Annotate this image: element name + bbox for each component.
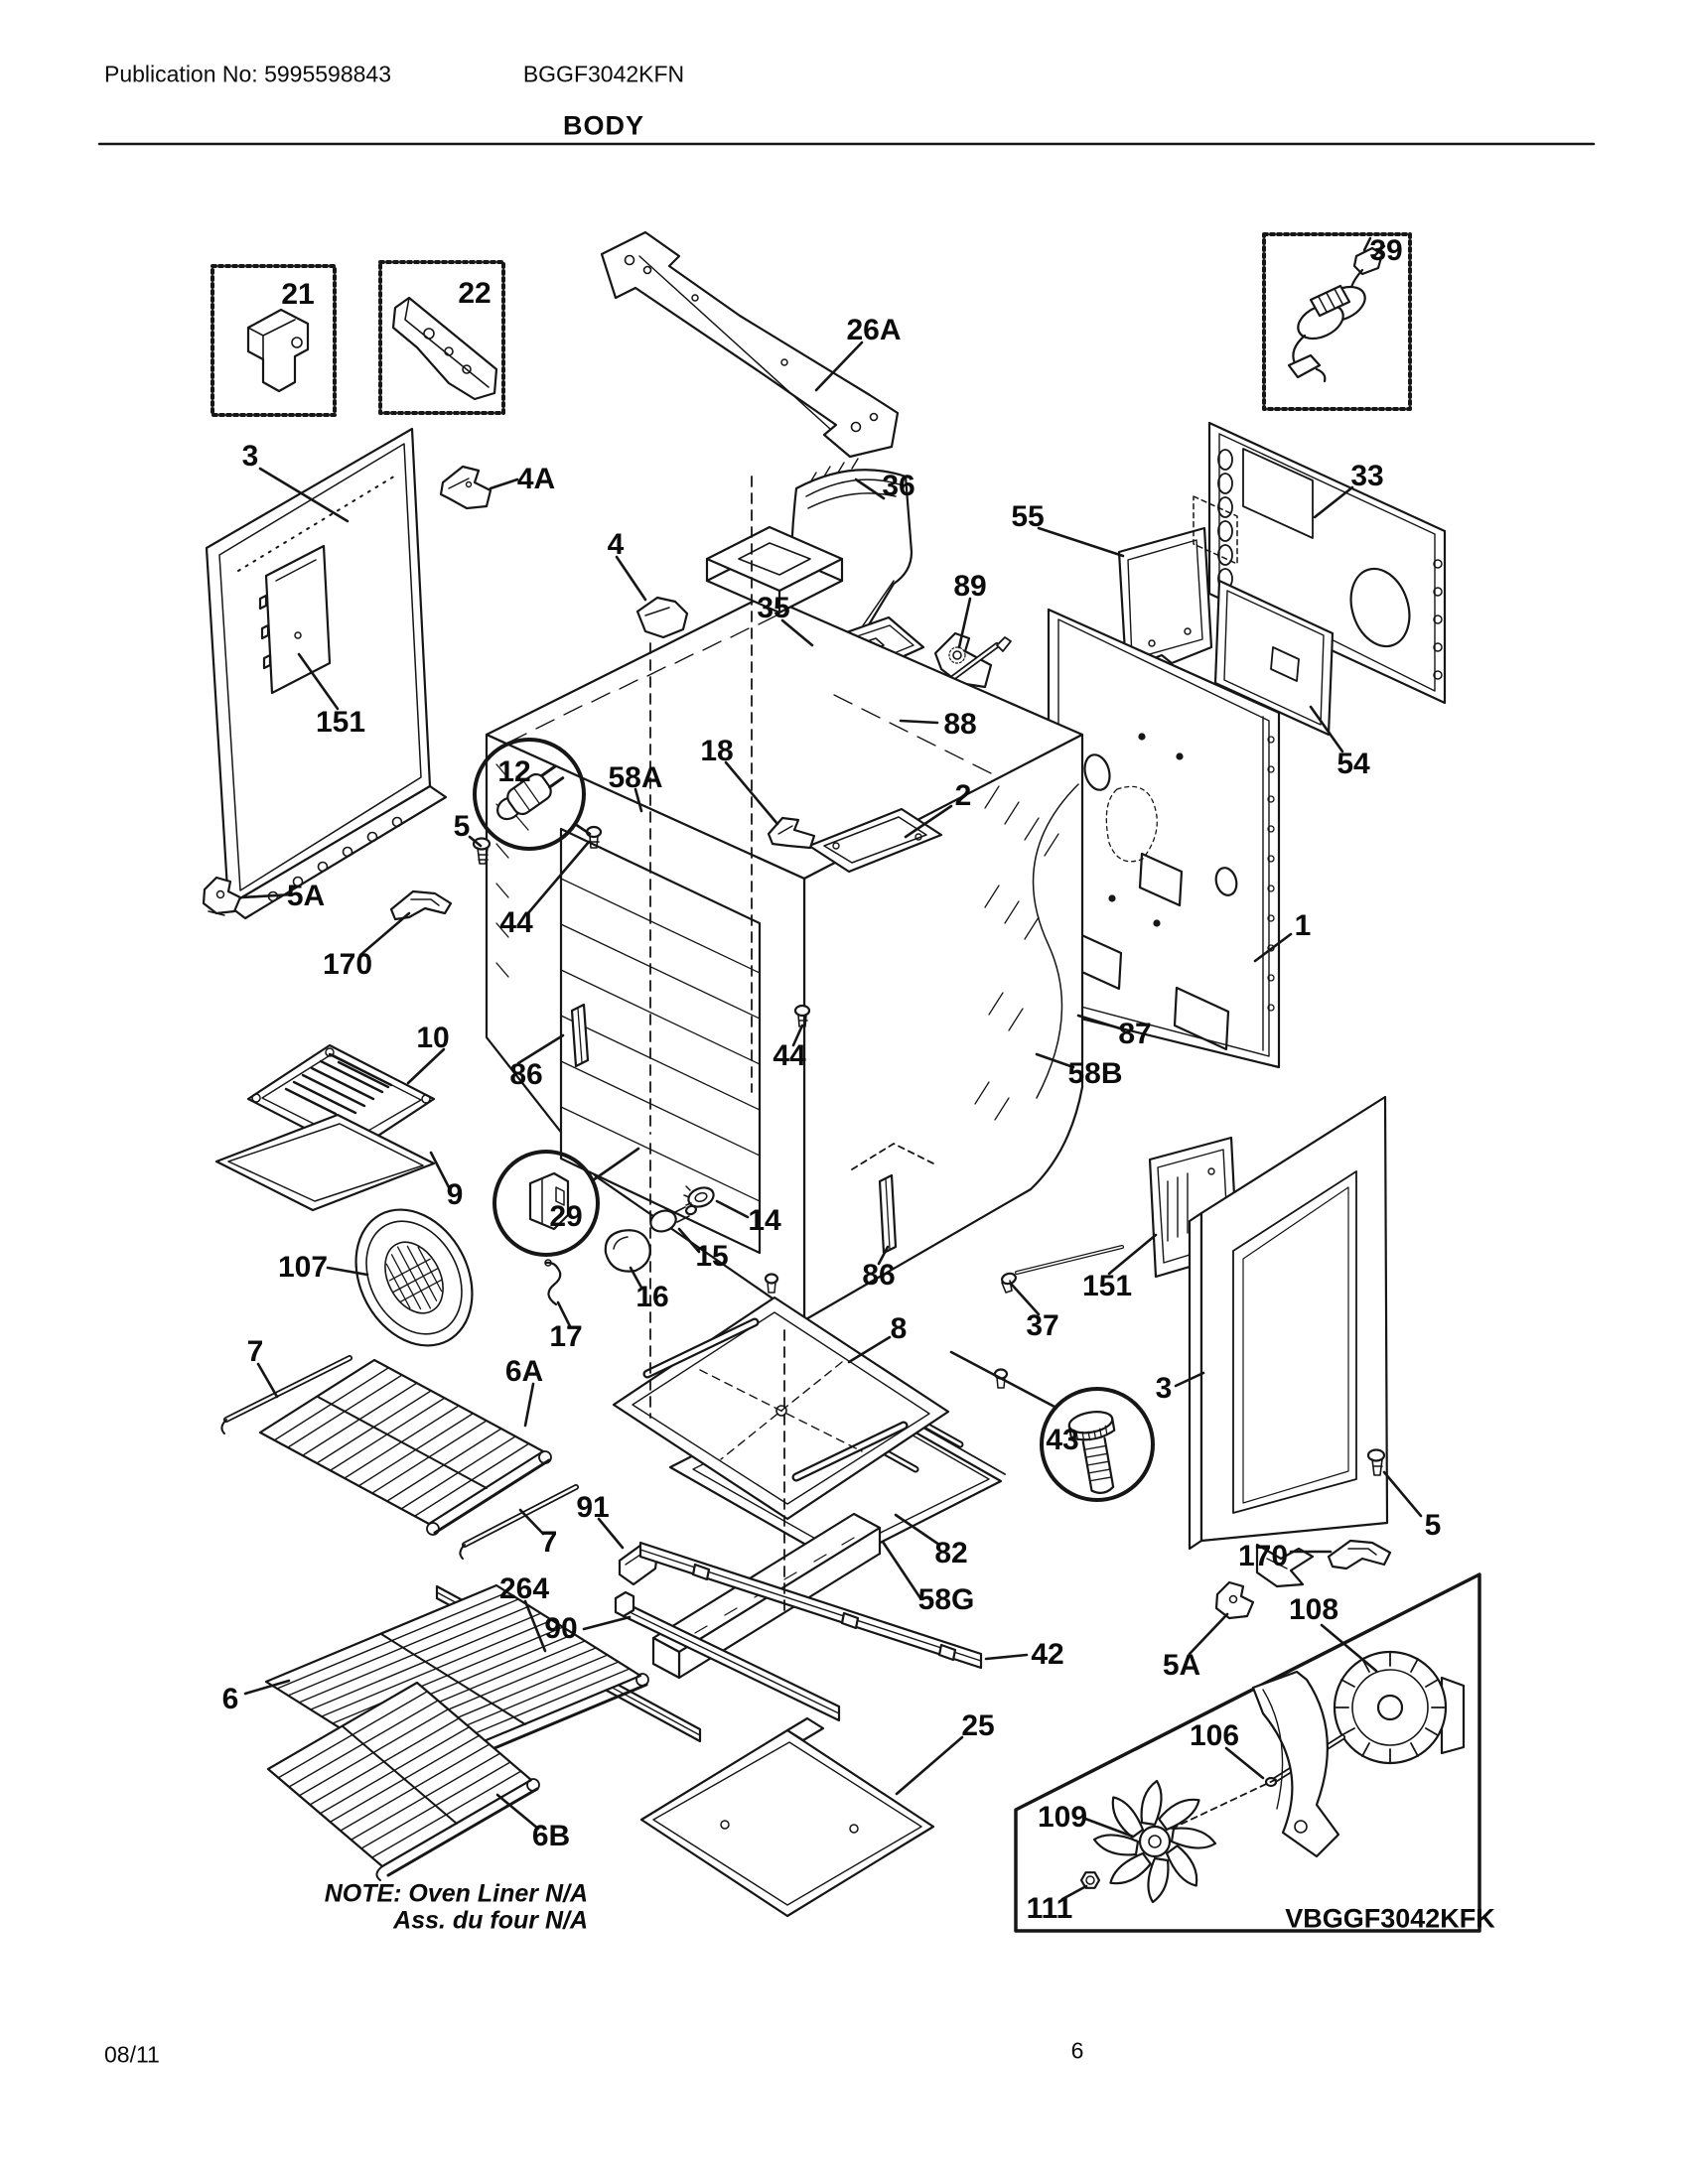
part-label-44A: 44	[499, 906, 533, 939]
part-label-58B: 58B	[1067, 1057, 1123, 1090]
part-86-strip-right	[880, 1175, 896, 1253]
part-label-5R: 5	[1424, 1509, 1442, 1542]
part-label-108: 108	[1288, 1593, 1339, 1626]
part-21-bracket	[248, 310, 308, 391]
part-label-3R: 3	[1155, 1372, 1173, 1405]
part-label-44B: 44	[773, 1039, 806, 1072]
part-170-hinge-bracket-left	[391, 891, 451, 919]
part-106-motor-bracket	[1253, 1672, 1338, 1856]
part-label-5AL: 5A	[286, 880, 326, 912]
part-label-7B: 7	[540, 1526, 558, 1559]
publication-number: Publication No: 5995598843	[104, 61, 392, 87]
part-label-29: 29	[549, 1200, 583, 1233]
part-label-21: 21	[281, 278, 315, 311]
part-label-86R: 86	[862, 1259, 896, 1292]
part-label-15: 15	[695, 1240, 729, 1273]
part-label-22: 22	[458, 277, 492, 310]
part-label-87: 87	[1118, 1018, 1152, 1050]
part-111-fan-nut	[1081, 1872, 1099, 1888]
part-label-36: 36	[882, 470, 915, 502]
part-16-lamp-lens	[606, 1230, 650, 1271]
part-label-6B: 6B	[531, 1820, 571, 1852]
part-label-54: 54	[1336, 748, 1370, 780]
oven-liner-note-line1: NOTE: Oven Liner N/A	[324, 1879, 588, 1908]
part-label-264: 264	[498, 1572, 550, 1605]
part-label-107: 107	[277, 1251, 329, 1284]
footer-date: 08/11	[104, 2041, 160, 2068]
part-17-lamp-clip	[545, 1260, 560, 1304]
part-label-106: 106	[1189, 1719, 1240, 1752]
part-86-strip-left	[572, 1005, 588, 1066]
panel-3-left	[207, 429, 446, 918]
part-label-6: 6	[221, 1683, 239, 1715]
part-label-88: 88	[943, 708, 977, 741]
part-label-9: 9	[446, 1178, 464, 1211]
part-170-hinge-bracket-right	[1329, 1541, 1390, 1569]
part-label-109: 109	[1037, 1801, 1088, 1834]
part-label-86L: 86	[509, 1058, 543, 1091]
part-7-rack-slide-lower	[460, 1487, 576, 1559]
footer-page-number: 6	[1070, 2037, 1084, 2064]
part-25-bottom-panel	[641, 1718, 933, 1916]
part-label-17: 17	[549, 1320, 583, 1353]
part-label-8: 8	[890, 1312, 908, 1345]
part-label-7A: 7	[246, 1335, 264, 1368]
part-label-58G: 58G	[917, 1583, 975, 1616]
part-5a-leg-right	[1216, 1582, 1253, 1618]
part-107-burner-grate	[334, 1189, 495, 1366]
part-label-25: 25	[961, 1709, 995, 1742]
part-label-39: 39	[1369, 234, 1403, 267]
part-4a-clip	[441, 467, 491, 508]
part-label-18: 18	[700, 735, 734, 767]
part-label-89: 89	[953, 570, 987, 603]
model-number: BGGF3042KFN	[522, 61, 685, 87]
part-22-bracket	[393, 298, 496, 399]
part-label-5L: 5	[453, 810, 471, 843]
part-label-82: 82	[934, 1537, 968, 1570]
part-label-55: 55	[1011, 500, 1045, 533]
part-label-26A: 26A	[846, 314, 902, 346]
part-label-151L: 151	[315, 706, 366, 739]
part-label-1: 1	[1294, 909, 1312, 942]
section-title: BODY	[562, 110, 645, 141]
part-label-4A: 4A	[516, 463, 556, 495]
part-label-3L: 3	[241, 440, 259, 473]
part-label-90: 90	[544, 1612, 578, 1645]
part-label-6A: 6A	[504, 1355, 544, 1388]
part-109-fan-blade	[1094, 1781, 1215, 1902]
part-label-35: 35	[757, 592, 790, 624]
part-label-4: 4	[607, 528, 625, 561]
part-label-58A: 58A	[608, 761, 663, 794]
part-label-10: 10	[416, 1022, 450, 1054]
part-label-91: 91	[576, 1491, 610, 1524]
part-label-37: 37	[1026, 1309, 1059, 1342]
part-label-170R: 170	[1237, 1540, 1289, 1572]
diagram-variant-code: VBGGF3042KFK	[1285, 1903, 1495, 1934]
part-label-5AR: 5A	[1162, 1649, 1201, 1682]
part-label-14: 14	[748, 1204, 781, 1237]
part-label-16: 16	[635, 1281, 669, 1313]
part-label-151R: 151	[1081, 1270, 1133, 1302]
part-4-clip	[637, 598, 687, 637]
part-label-111: 111	[1026, 1892, 1073, 1925]
oven-liner-note-line2: Ass. du four N/A	[393, 1906, 588, 1935]
part-9-broiler-pan	[216, 1115, 434, 1210]
part-label-42: 42	[1031, 1638, 1064, 1671]
part-label-2: 2	[954, 779, 972, 812]
part-label-33: 33	[1350, 460, 1384, 492]
part-label-43: 43	[1046, 1424, 1079, 1456]
part-label-12: 12	[497, 755, 531, 788]
part-label-170L: 170	[322, 948, 373, 981]
